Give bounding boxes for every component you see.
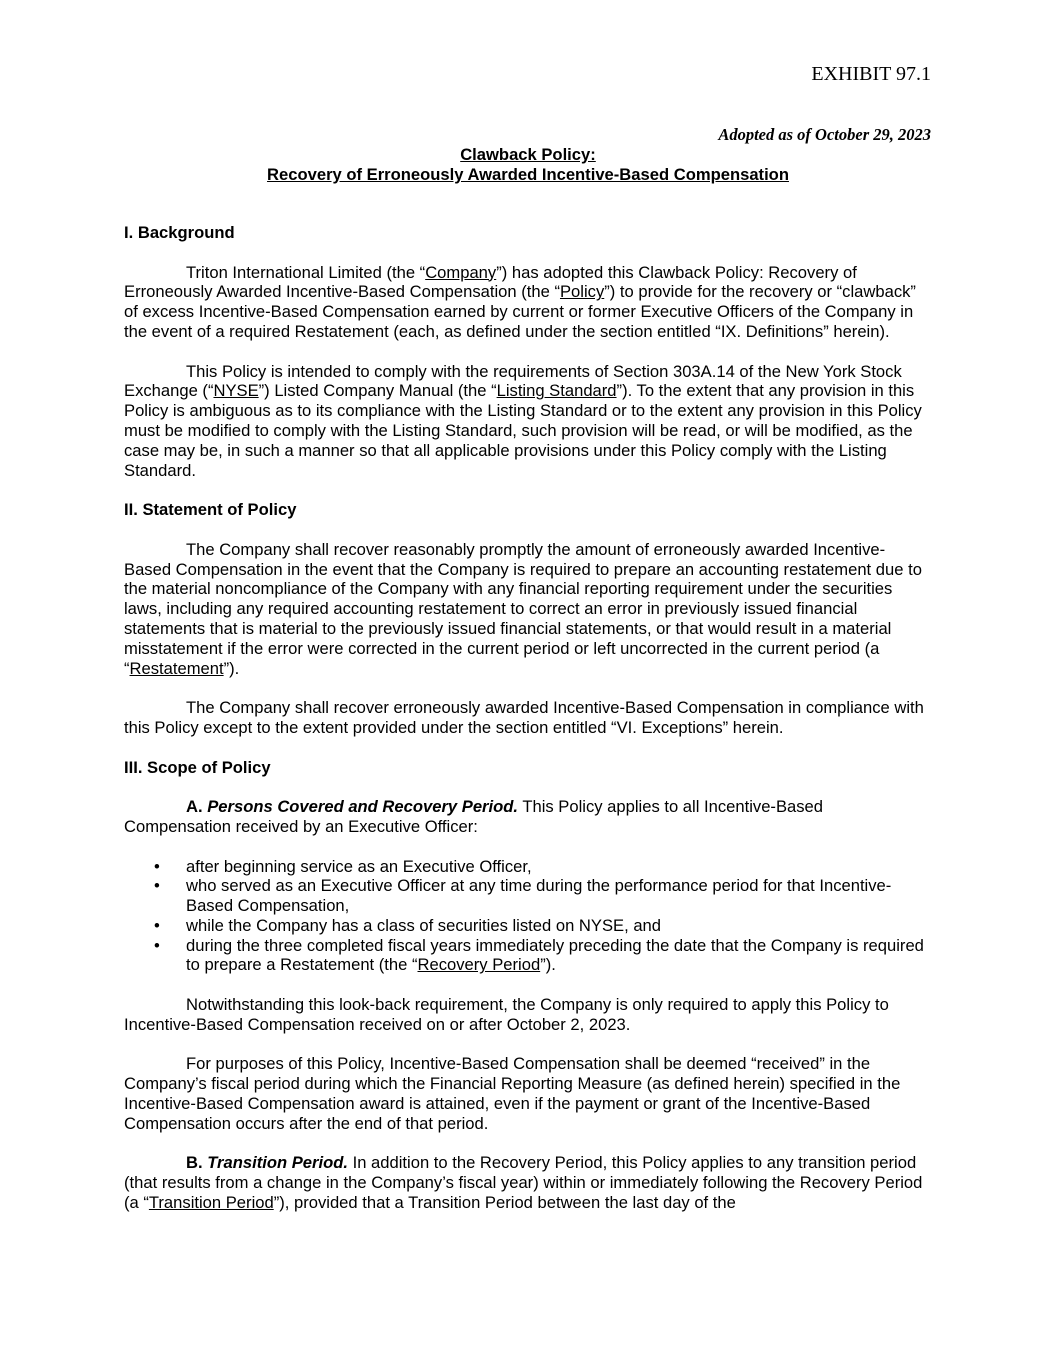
bullet-icon: • bbox=[154, 915, 160, 935]
list-item-text: who served as an Executive Officer at any time during the performance period for that Incentive-Based Compensation, bbox=[186, 876, 892, 916]
scope-paragraph-received: For purposes of this Policy, Incentive-Based Compensation shall be deemed “received” in the Company’s fiscal period during which the Financial Reporting Measure (as defined herein) specified in the Incentive-Based Compensation award is attained, even if the payment or grant of the Incentive-Based Compensation occurs after the end of that period. bbox=[124, 1054, 901, 1133]
text-run: ”). bbox=[223, 658, 240, 678]
text-run: This Policy is intended to comply with the requirements of Section 303A.14 of the New York Stock Exchange (“ bbox=[124, 361, 902, 401]
scope-paragraph-a bbox=[124, 797, 932, 837]
title-line-2: Recovery of Erroneously Awarded Incentive-Based Compensation bbox=[267, 165, 789, 184]
list-item bbox=[124, 857, 932, 877]
text-run: Triton International Limited (the “ bbox=[186, 262, 426, 282]
bullet-list bbox=[124, 857, 932, 976]
text-run: In addition to the Recovery Period, this Policy applies to any transition period (that results from a change in the Company’s fiscal year) within or immediately following the Recovery Period (a “ bbox=[124, 1153, 923, 1213]
exhibit-label: EXHIBIT 97.1 bbox=[811, 63, 931, 85]
background-paragraph-1 bbox=[124, 263, 932, 342]
section-heading-scope: III. Scope of Policy bbox=[124, 757, 271, 777]
adoption-date: Adopted as of October 29, 2023 bbox=[718, 125, 931, 144]
defined-term-policy: Policy bbox=[559, 282, 605, 302]
statement-paragraph-1 bbox=[124, 540, 932, 679]
defined-term-nyse: NYSE bbox=[213, 381, 259, 401]
document-body bbox=[124, 223, 932, 1233]
scope-paragraph-notwithstanding: Notwithstanding this look-back requirement, the Company is only required to apply this Policy to Incentive-Based Compensation received on or after October 2, 2023. bbox=[124, 995, 889, 1034]
defined-term-restatement: Restatement bbox=[129, 658, 224, 678]
subsection-title-b: Transition Period. bbox=[207, 1153, 348, 1173]
statement-paragraph-2: The Company shall recover erroneously awarded Incentive-Based Compensation in compliance with this Policy except to the extent provided under the section entitled “VI. Exceptions” herein. bbox=[124, 698, 924, 737]
document-title bbox=[124, 145, 932, 185]
list-item-text: during the three completed fiscal years immediately preceding the date that the Company is required to prepare a Restatement (the “ bbox=[186, 935, 924, 975]
title-line-1: Clawback Policy: bbox=[460, 145, 596, 164]
bullet-icon: • bbox=[154, 856, 160, 876]
list-item bbox=[124, 876, 932, 916]
list-item bbox=[124, 936, 932, 976]
list-item-text: while the Company has a class of securities listed on NYSE, and bbox=[186, 915, 662, 935]
defined-term-company: Company bbox=[425, 262, 497, 282]
text-run: ”) Listed Company Manual (the “ bbox=[258, 381, 497, 401]
defined-term-recovery-period: Recovery Period bbox=[417, 955, 541, 975]
text-run: ”) to provide for the recovery or “clawback” of excess Incentive-Based Compensation earned by current or former Executive Officers of the Company in the event of a required Restatement (each, as defined under the section entitled “IX. Definitions” herein). bbox=[124, 282, 916, 341]
text-run: The Company shall recover reasonably promptly the amount of erroneously awarded Incentive-Based Compensation in the event that the Company is required to prepare an accounting restatement due to the material noncompliance of the Company with any financial reporting requirement under the securities laws, including any required accounting restatement to correct an error in previously issued financial statements that is material to the previously issued financial statements, or that would result in a material misstatement if the error were corrected in the current period or left uncorrected in the current period (a “ bbox=[124, 539, 922, 678]
defined-term-listing-standard: Listing Standard bbox=[496, 381, 617, 401]
text-run: This Policy applies to all Incentive-Based Compensation received by an Executive Officer: bbox=[124, 797, 824, 836]
subsection-letter-b: B. bbox=[186, 1153, 203, 1173]
background-paragraph-2 bbox=[124, 362, 932, 481]
text-run: ”). To the extent that any provision in this Policy is ambiguous as to its compliance with the Listing Standard or to the extent any provision in this Policy must be modified to comply with the Listing Standard, such provision will be read, or will be modified, as the case may be, in such a manner so that all applicable provisions under this Policy comply with the Listing Standard. bbox=[124, 381, 922, 480]
section-heading-background: I. Background bbox=[124, 223, 235, 242]
defined-term-transition-period: Transition Period bbox=[148, 1193, 274, 1213]
list-item bbox=[124, 916, 932, 936]
text-run: ”). bbox=[540, 955, 556, 975]
subsection-title-a: Persons Covered and Recovery Period. bbox=[207, 797, 519, 817]
list-item-text: after beginning service as an Executive Officer, bbox=[186, 856, 532, 876]
bullet-icon: • bbox=[154, 876, 160, 896]
subsection-letter-a: A. bbox=[186, 797, 203, 817]
scope-paragraph-b bbox=[124, 1153, 932, 1212]
text-run: ”) has adopted this Clawback Policy: Recovery of Erroneously Awarded Incentive-Based Compensation (the “ bbox=[124, 262, 857, 302]
text-run: ”), provided that a Transition Period between the last day of the bbox=[273, 1193, 736, 1213]
section-heading-statement: II. Statement of Policy bbox=[124, 500, 297, 520]
bullet-icon: • bbox=[154, 935, 160, 955]
